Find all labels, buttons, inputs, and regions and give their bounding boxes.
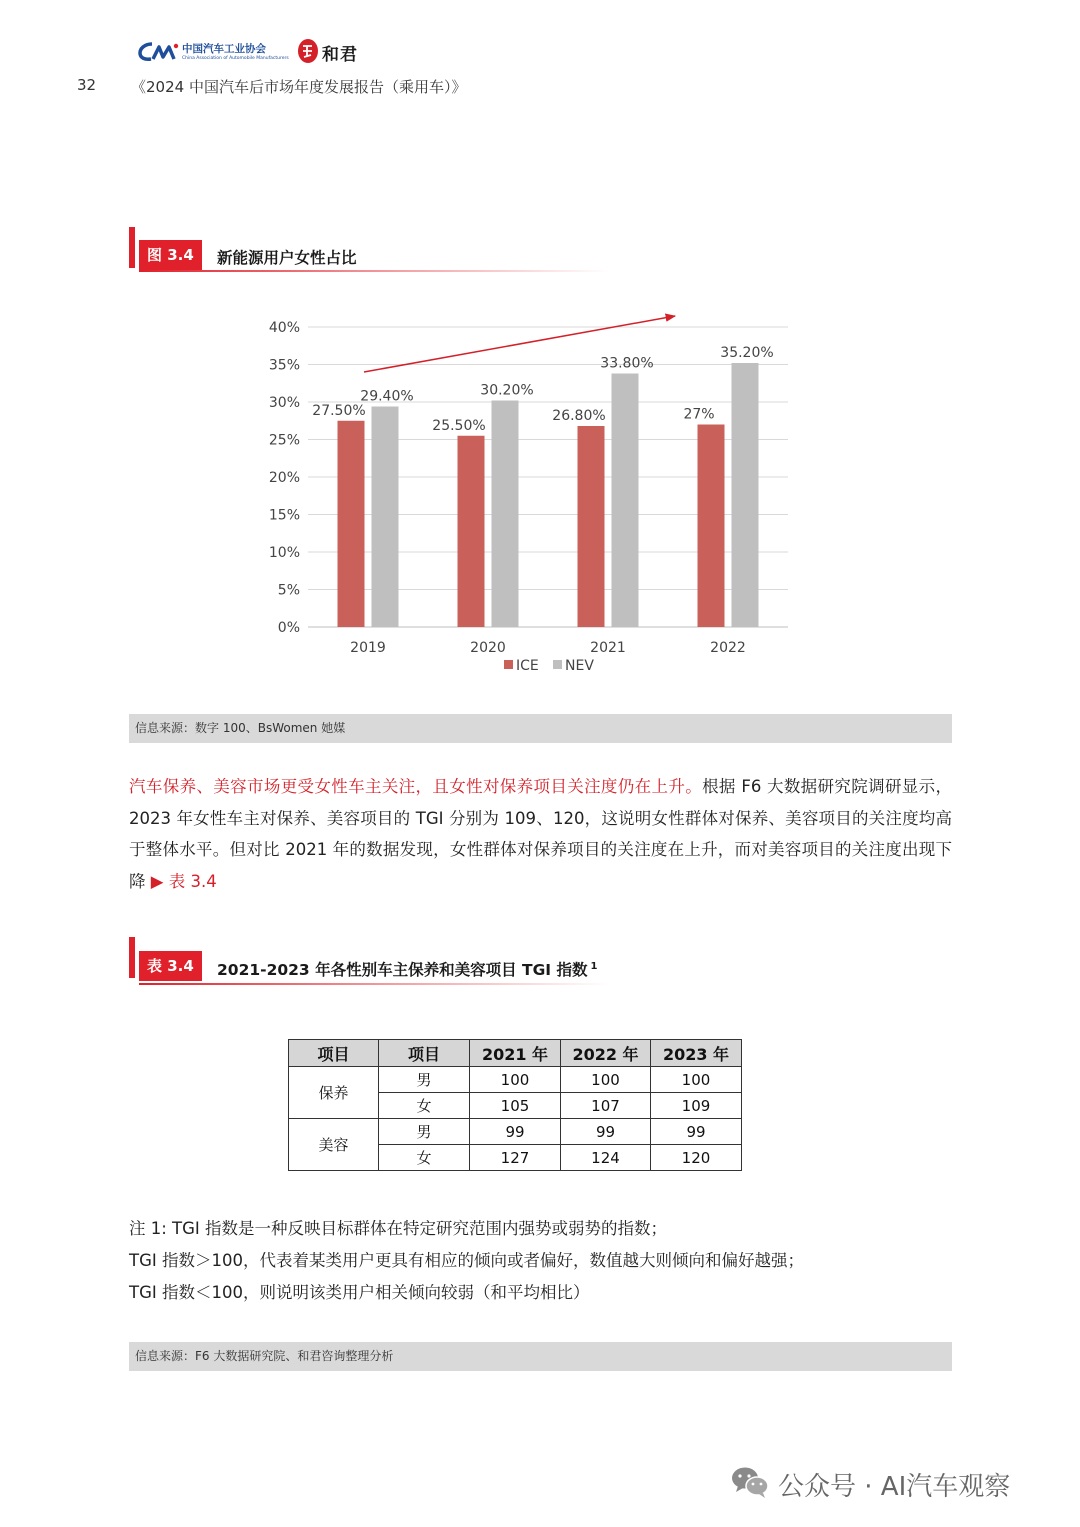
- value-cell: 99: [561, 1119, 651, 1145]
- data-label: 25.50%: [432, 417, 486, 434]
- table-title-text: 2021-2023 年各性别车主保养和美容项目 TGI 指数: [217, 961, 588, 979]
- table-title-underline: [139, 983, 609, 985]
- value-cell: 120: [651, 1145, 742, 1171]
- y-tick-label: 0%: [277, 620, 300, 636]
- note-line: TGI 指数＞100，代表着某类用户更具有相应的倾向或者偏好，数值越大则倾向和偏好越强；: [129, 1251, 804, 1270]
- table-ref-arrow: ▶: [150, 871, 164, 891]
- data-label: 27%: [683, 406, 715, 423]
- y-tick-label: 5%: [277, 582, 300, 599]
- gender-cell: 女: [379, 1093, 470, 1119]
- value-cell: 109: [651, 1093, 742, 1119]
- paragraph-highlight: 汽车保养、美容市场更受女性车主关注，且女性对保养项目关注度仍在上升。: [129, 777, 703, 796]
- value-cell: 124: [561, 1145, 651, 1171]
- value-cell: 99: [651, 1119, 742, 1145]
- body-paragraph: [129, 771, 952, 897]
- value-cell: 100: [651, 1067, 742, 1093]
- figure-tag: 图 3.4: [139, 240, 202, 270]
- x-tick-label: 2019: [350, 640, 386, 656]
- data-label: 35.20%: [720, 345, 774, 361]
- bar-nev: [612, 374, 639, 628]
- gender-cell: 女: [379, 1145, 470, 1171]
- y-tick-label: 25%: [268, 432, 300, 449]
- y-tick-label: 35%: [268, 357, 300, 374]
- bar-ice: [338, 421, 365, 627]
- data-label: 30.20%: [480, 382, 534, 399]
- data-label: 27.50%: [312, 402, 366, 419]
- table-row: [289, 1067, 742, 1093]
- bar-ice: [698, 425, 725, 628]
- paragraph-body: 根据 F6 大数据研究院调研显示，2023 年女性车主对保养、美容项目的 TGI 分别为 109、120，这说明女性群体对保养、美容项目的关注度均高于整体水平。但对比 2021 年的数据发现，女性群体对保养项目的关注度在上升，而对美容项目的关注度出现下降: [129, 777, 953, 891]
- y-tick-label: 20%: [268, 470, 300, 486]
- figure-tag-strip: [129, 227, 135, 268]
- data-label: 29.40%: [360, 388, 414, 405]
- figure-title-underline: [139, 270, 609, 272]
- female-share-bar-chart: [250, 308, 810, 678]
- table-source: 信息来源：F6 大数据研究院、和君咨询整理分析: [129, 1342, 952, 1371]
- gender-cell: 男: [379, 1119, 470, 1145]
- header-cell: 项目: [289, 1040, 379, 1067]
- footnote-mark: 1: [590, 960, 598, 972]
- watermark-text: 公众号 · AI汽车观察: [778, 1472, 1011, 1502]
- hejun-seal-icon: [297, 38, 319, 64]
- org-name-en: China Association of Automobile Manufacturers: [182, 56, 289, 61]
- x-tick-label: 2022: [710, 640, 746, 656]
- table-title: [217, 958, 597, 980]
- note-line: 注 1: TGI 指数是一种反映目标群体在特定研究范围内强势或弱势的指数；: [129, 1219, 668, 1238]
- y-tick-label: 10%: [268, 545, 300, 561]
- table-tag: 表 3.4: [139, 951, 202, 981]
- legend-label-ice: ICE: [516, 658, 539, 674]
- bar-nev: [492, 401, 519, 628]
- legend-swatch-ice: [504, 660, 513, 669]
- value-cell: 100: [470, 1067, 561, 1093]
- wechat-icon: [730, 1465, 770, 1499]
- table-tag-strip: [129, 937, 135, 978]
- header-cell: 2022 年: [561, 1040, 651, 1067]
- org-name: 中国汽车工业协会: [182, 43, 266, 55]
- page-number: 32: [77, 76, 97, 94]
- header-cell: 项目: [379, 1040, 470, 1067]
- y-tick-label: 40%: [268, 320, 300, 336]
- value-cell: 105: [470, 1093, 561, 1119]
- tgi-table: [288, 1039, 742, 1171]
- data-label: 33.80%: [600, 355, 654, 372]
- bar-nev: [372, 407, 399, 628]
- figure-source: 信息来源：数字 100、BsWomen 她媒: [129, 714, 952, 743]
- table-notes: [129, 1213, 804, 1309]
- y-tick-label: 15%: [268, 507, 300, 524]
- bar-ice: [458, 436, 485, 627]
- table-header-row: [289, 1040, 742, 1067]
- table-ref-link[interactable]: 表 3.4: [168, 871, 217, 891]
- y-tick-label: 30%: [268, 395, 300, 411]
- data-label: 26.80%: [552, 408, 606, 424]
- figure-title: 新能源用户女性占比: [217, 249, 357, 267]
- bar-ice: [578, 426, 605, 627]
- value-cell: 127: [470, 1145, 561, 1171]
- note-line: TGI 指数＜100，则说明该类用户相关倾向较弱（和平均相比）: [129, 1283, 590, 1302]
- legend-label-nev: NEV: [565, 658, 594, 674]
- legend-swatch-nev: [553, 660, 562, 669]
- table-row: [289, 1119, 742, 1145]
- value-cell: 107: [561, 1093, 651, 1119]
- value-cell: 100: [561, 1067, 651, 1093]
- bar-nev: [732, 363, 759, 627]
- gender-cell: 男: [379, 1067, 470, 1093]
- header-cell: 2021 年: [470, 1040, 561, 1067]
- partner-name: 和君: [322, 45, 358, 65]
- value-cell: 99: [470, 1119, 561, 1145]
- group-cell: 美容: [289, 1119, 379, 1171]
- header-cell: 2023 年: [651, 1040, 742, 1067]
- x-tick-label: 2020: [470, 640, 506, 656]
- report-title: 《2024 中国汽车后市场年度发展报告（乘用车）》: [131, 78, 467, 96]
- x-tick-label: 2021: [590, 640, 626, 656]
- group-cell: 保养: [289, 1067, 379, 1119]
- cm-logo-icon: [138, 40, 180, 62]
